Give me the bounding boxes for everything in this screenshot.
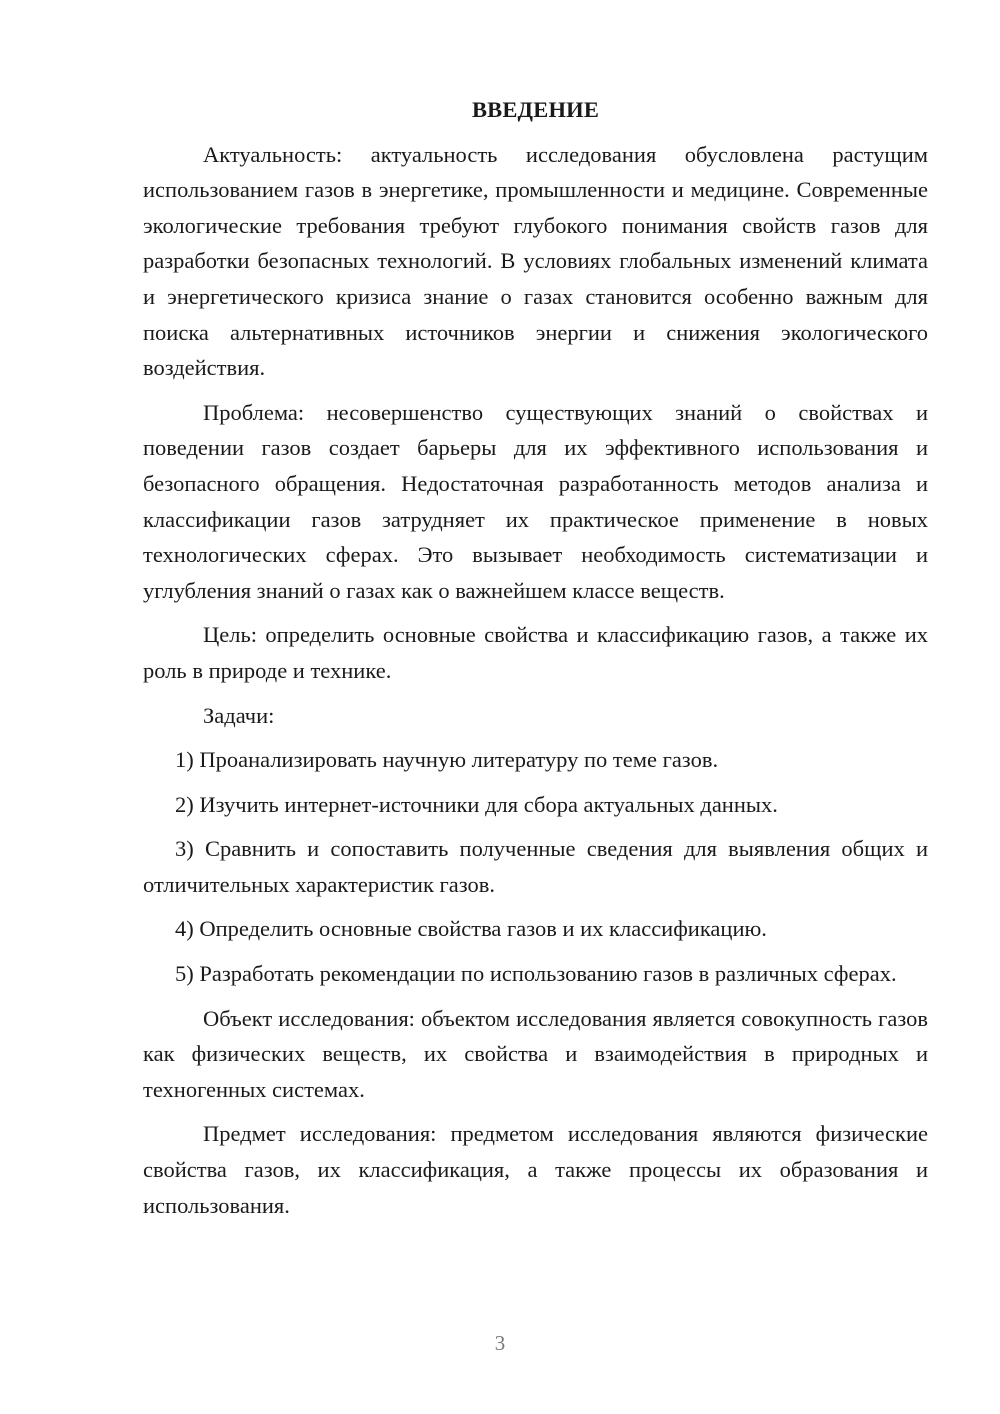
subject-paragraph: Предмет исследования: предметом исследования являются физические свойства газов, их классификация, а также процессы их образования и использования. [143, 1121, 928, 1218]
task-item: 1) Проанализировать научную литературу по теме газов. [175, 747, 719, 773]
task-item: 3) Сравнить и сопоставить полученные сведения для выявления общих и отличительных характеристик газов. [143, 836, 928, 897]
problem-paragraph: Проблема: несовершенство существующих знаний о свойствах и поведении газов создает барьеры для их эффективного использования и безопасного обращения. Недостаточная разработанность методов анализа и классификации газов затрудняет их практическое применение в новых технологических сферах. Это вызывает необходимость систематизации и углубления знаний о газах как о важнейшем классе веществ. [143, 399, 928, 603]
document-page [143, 92, 928, 1232]
tasks-title: Задачи: [203, 702, 275, 728]
section-heading: ВВЕДЕНИЕ [471, 97, 600, 122]
object-paragraph: Объект исследования: объектом исследования является совокупность газов как физических веществ, их свойства и взаимодействия в природных и техногенных системах. [143, 1005, 928, 1102]
page-number: 3 [494, 1331, 506, 1355]
task-item: 2) Изучить интернет-источники для сбора актуальных данных. [175, 791, 778, 817]
relevance-paragraph: Актуальность: актуальность исследования обусловлена растущим использованием газов в энергетике, промышленности и медицине. Современные экологические требования требуют глубокого понимания свойств газов для разработки безопасных технологий. В условиях глобальных изменений климата и энергетического кризиса знание о газах становится особенно важным для поиска альтернативных источников энергии и снижения экологического воздействия. [143, 141, 928, 381]
goal-paragraph: Цель: определить основные свойства и классификацию газов, а также их роль в природе и технике. [143, 622, 928, 683]
task-item: 5) Разработать рекомендации по использованию газов в различных сферах. [175, 961, 897, 987]
task-item: 4) Определить основные свойства газов и их классификацию. [175, 916, 767, 942]
